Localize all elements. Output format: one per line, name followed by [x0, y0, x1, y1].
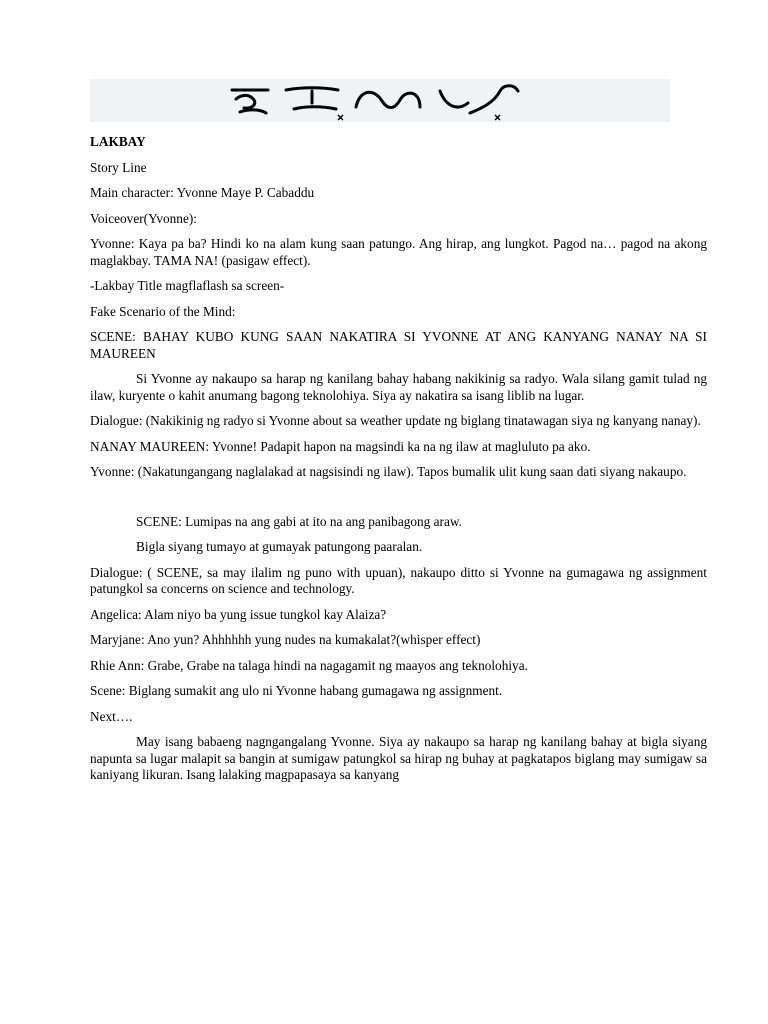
- paragraph-scene-headache: Scene: Biglang sumakit ang ulo ni Yvonne habang gumagawa ng assignment.: [90, 683, 503, 698]
- paragraph-scene-description: Si Yvonne ay nakaupo sa harap ng kanilang bahay habang nakikinig sa radyo. Wala silang gamit tulad ng ilaw, kuryente o kahit anumang bagong teknolohiya. Siya ay nakatira sa isang liblib na lugar.: [90, 371, 707, 403]
- paragraph-scene-bahay-kubo: SCENE: BAHAY KUBO KUNG SAAN NAKATIRA SI YVONNE AT ANG KANYANG NANAY NA SI MAUREEN: [90, 329, 707, 361]
- paragraph-title-flash: -Lakbay Title magflaflash sa screen-: [90, 278, 285, 293]
- paragraph-yvonne-line: Yvonne: Kaya pa ba? Hindi ko na alam kung saan patungo. Ang hirap, ang lungkot. Pagod na… pagod na akong maglakbay. TAMA NA! (pasigaw effect).: [90, 236, 707, 268]
- paragraph-main-character: Main character: Yvonne Maye P. Cabaddu: [90, 185, 315, 200]
- paragraph-maryjane: Maryjane: Ano yun? Ahhhhhh yung nudes na kumakalat?(whisper effect): [90, 632, 481, 647]
- paragraph-going-to-school: Bigla siyang tumayo at gumayak patungong paaralan.: [136, 539, 423, 554]
- document-title: LAKBAY: [90, 134, 146, 149]
- paragraph-dialogue-radio: Dialogue: (Nakikinig ng radyo si Yvonne about sa weather update ng biglang tinatawagan siya ng kanyang nanay).: [90, 413, 701, 428]
- paragraph-angelica: Angelica: Alam niyo ba yung issue tungkol kay Alaiza?: [90, 606, 387, 622]
- paragraph-fake-scenario: Fake Scenario of the Mind:: [90, 303, 236, 319]
- paragraph-rhie-ann: Rhie Ann: Grabe, Grabe na talaga hindi na nagagamit ng maayos ang teknolohiya.: [90, 657, 528, 673]
- baybayin-title-banner: [90, 79, 670, 122]
- paragraph-voiceover: Voiceover(Yvonne):: [90, 210, 197, 226]
- paragraph-dialogue-tree: Dialogue: ( SCENE, sa may ilalim ng puno with upuan), nakaupo ditto si Yvonne na gumagawa ng assignment patungkol sa concerns on science and technology.: [90, 564, 707, 596]
- paragraph-nanay-maureen: NANAY MAUREEN: Yvonne! Padapit hapon na magsindi ka na ng ilaw at magluluto pa ako.: [90, 438, 591, 454]
- paragraph-yvonne-action: Yvonne: (Nakatungangang naglalakad at nagsisindi ng ilaw). Tapos bumalik ulit kung saan dati siyang nakaupo.: [90, 464, 687, 479]
- paragraph-next: Next….: [90, 708, 133, 724]
- paragraph-story-line: Story Line: [90, 159, 147, 175]
- paragraph-scene-new-day: SCENE: Lumipas na ang gabi at ito na ang panibagong araw.: [136, 513, 462, 529]
- baybayin-script-image: [90, 79, 670, 122]
- paragraph-spacer: [90, 490, 707, 514]
- document-body: [90, 134, 707, 793]
- paragraph-story-summary: May isang babaeng nagngangalang Yvonne. Siya ay nakaupo sa harap ng kanilang bahay at bigla siyang napunta sa lugar malapit sa bangin at sumigaw patungkol sa hirap ng buhay at pagkatapos biglang may sumigaw sa kaniyang likuran. Isang lalaking magpapasaya sa kanyang: [90, 734, 707, 782]
